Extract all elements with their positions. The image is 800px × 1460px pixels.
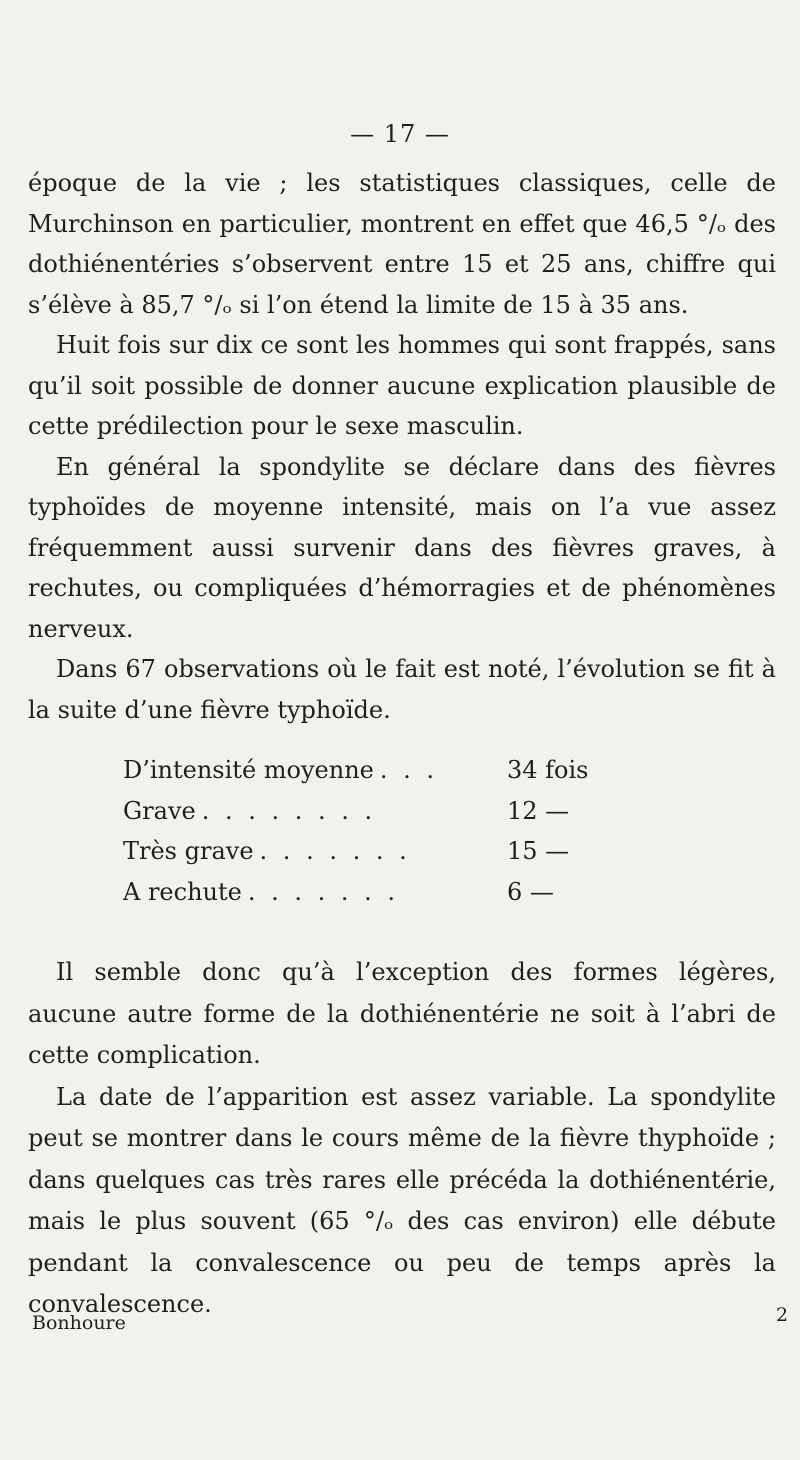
leader-dots: . . . . . . .: [259, 837, 411, 865]
evolution-table: [123, 750, 603, 912]
page-number: — 17 —: [350, 120, 450, 148]
table-row-label: D’intensité moyenne: [123, 756, 374, 784]
table-row-label: Grave: [123, 796, 196, 825]
leader-dots: . . . . . . .: [247, 877, 400, 906]
table-row: [123, 872, 603, 913]
paragraph-3: En général la spondylite se déclare dans des fièvres typhoïdes de moyenne intensité, mais on l’a vue assez fréquemment aussi survenir dans des fièvres graves, à rechutes, ou compliquées d’hémorragies et de phénomènes nerveux.: [28, 452, 776, 643]
body-text-top: [28, 163, 776, 730]
leader-dots: . . .: [379, 756, 439, 784]
table-row-label: A rechute: [123, 877, 242, 906]
body-text-bottom: [28, 952, 776, 1326]
footer-signature-mark: 2: [776, 1304, 789, 1326]
footer-author: Bonhoure: [32, 1312, 126, 1334]
paragraph-2: Huit fois sur dix ce sont les hommes qui sont frappés, sans qu’il soit possible de donner aucune explication plausible de cette prédilection pour le sexe masculin.: [28, 331, 776, 440]
table-row: [123, 750, 603, 791]
leader-dots: . . . . . . . .: [201, 796, 377, 825]
table-row-value: 34 fois: [507, 756, 589, 784]
table-row: [123, 831, 603, 872]
paragraph-1: époque de la vie ; les statistiques classiques, celle de Murchinson en particulier, montrent en effet que 46,5 °/ₒ des dothiénentéries s’observent entre 15 et 25 ans, chiffre qui s’élève à 85,7 °/ₒ si l’on étend la limite de 15 à 35 ans.: [28, 169, 776, 319]
paragraph-6: La date de l’apparition est assez variable. La spondylite peut se montrer dans le cours même de la fièvre thyphoïde ; dans quelques cas très rares elle précéda la dothiénentérie, mais le plus souvent (65 °/ₒ des cas environ) elle débute pendant la convalescence ou peu de temps après la convalescence.: [28, 1082, 776, 1318]
table-row-value: 12 —: [507, 796, 570, 825]
table-row: [123, 791, 603, 832]
paragraph-4: Dans 67 observations où le fait est noté, l’évolution se fit à la suite d’une fièvre typhoïde.: [28, 655, 776, 724]
table-row-value: 15 —: [507, 837, 570, 865]
table-row-label: Très grave: [123, 837, 254, 865]
table-row-value: 6 —: [507, 877, 554, 906]
paragraph-5: Il semble donc qu’à l’exception des formes légères, aucune autre forme de la dothiénentérie ne soit à l’abri de cette complication.: [28, 958, 776, 1069]
